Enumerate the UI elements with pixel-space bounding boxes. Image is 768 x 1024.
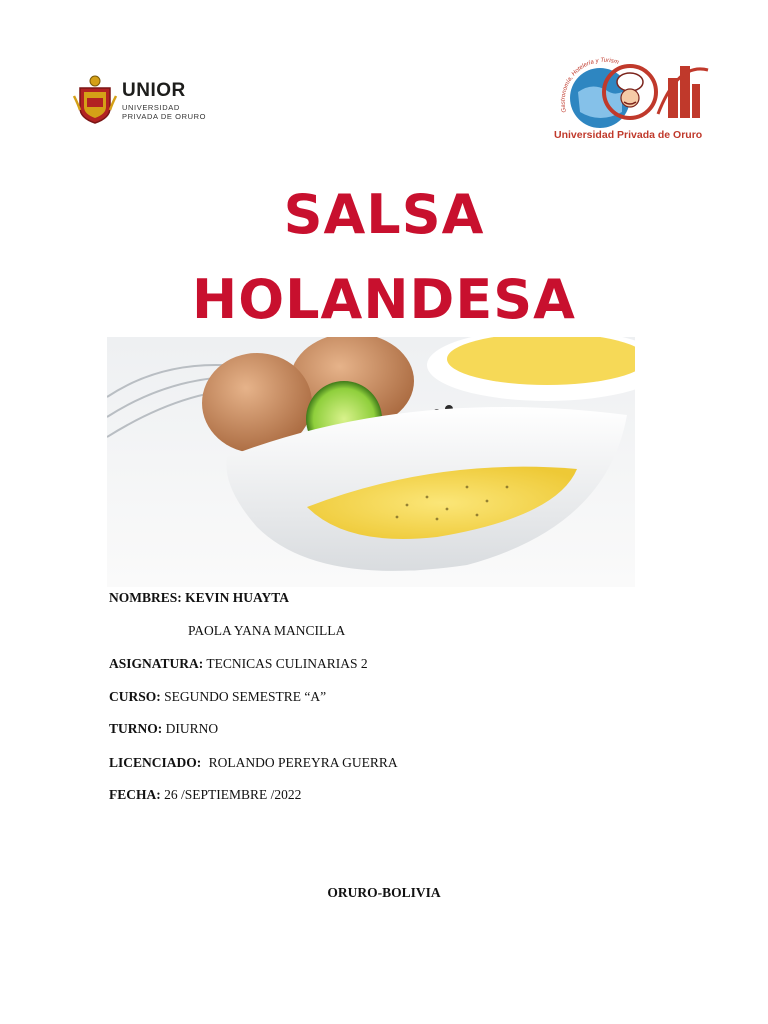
unior-brand-text: UNIOR <box>122 80 186 101</box>
gastronomia-logo <box>548 52 716 144</box>
field-nombres <box>109 590 289 606</box>
licenciado-value: ROLANDO PEREYRA GUERRA <box>208 755 398 770</box>
licenciado-label: LICENCIADO: <box>109 755 202 770</box>
unior-logo <box>72 74 212 124</box>
unior-sub-line1: UNIVERSIDAD <box>122 103 180 112</box>
title-line2: HOLANDESA <box>192 268 576 331</box>
field-curso <box>109 689 326 705</box>
title-line1: SALSA <box>283 183 485 246</box>
fecha-label: FECHA: <box>109 787 161 802</box>
fecha-value: 26 /SEPTIEMBRE /2022 <box>164 787 302 802</box>
field-asignatura <box>109 656 368 672</box>
asignatura-label: ASIGNATURA: <box>109 656 204 671</box>
hollandaise-photo <box>107 337 635 587</box>
asignatura-value: TECNICAS CULINARIAS 2 <box>206 656 368 671</box>
field-turno <box>109 721 218 737</box>
gastronomia-arc-text: Gastronomía, Hotelería y Turism <box>560 57 620 113</box>
turno-value: DIURNO <box>165 721 219 736</box>
footer-location: ORURO-BOLIVIA <box>327 885 441 900</box>
unior-sub-line2: PRIVADA DE ORURO <box>122 112 207 121</box>
nombres-value-2: PAOLA YANA MANCILLA <box>188 623 346 638</box>
unior-crest-icon <box>72 74 118 124</box>
field-licenciado <box>109 755 398 771</box>
gastronomia-caption: Universidad Privada de Oruro <box>554 129 703 141</box>
nombres-value: KEVIN HUAYTA <box>185 590 290 605</box>
curso-value: SEGUNDO SEMESTRE “A” <box>164 689 327 704</box>
turno-label: TURNO: <box>109 721 163 736</box>
nombres-label: NOMBRES: <box>109 590 182 605</box>
field-nombres-2 <box>188 623 345 639</box>
gastronomia-emblem-icon <box>548 52 716 132</box>
curso-label: CURSO: <box>109 689 161 704</box>
field-fecha <box>109 787 301 803</box>
